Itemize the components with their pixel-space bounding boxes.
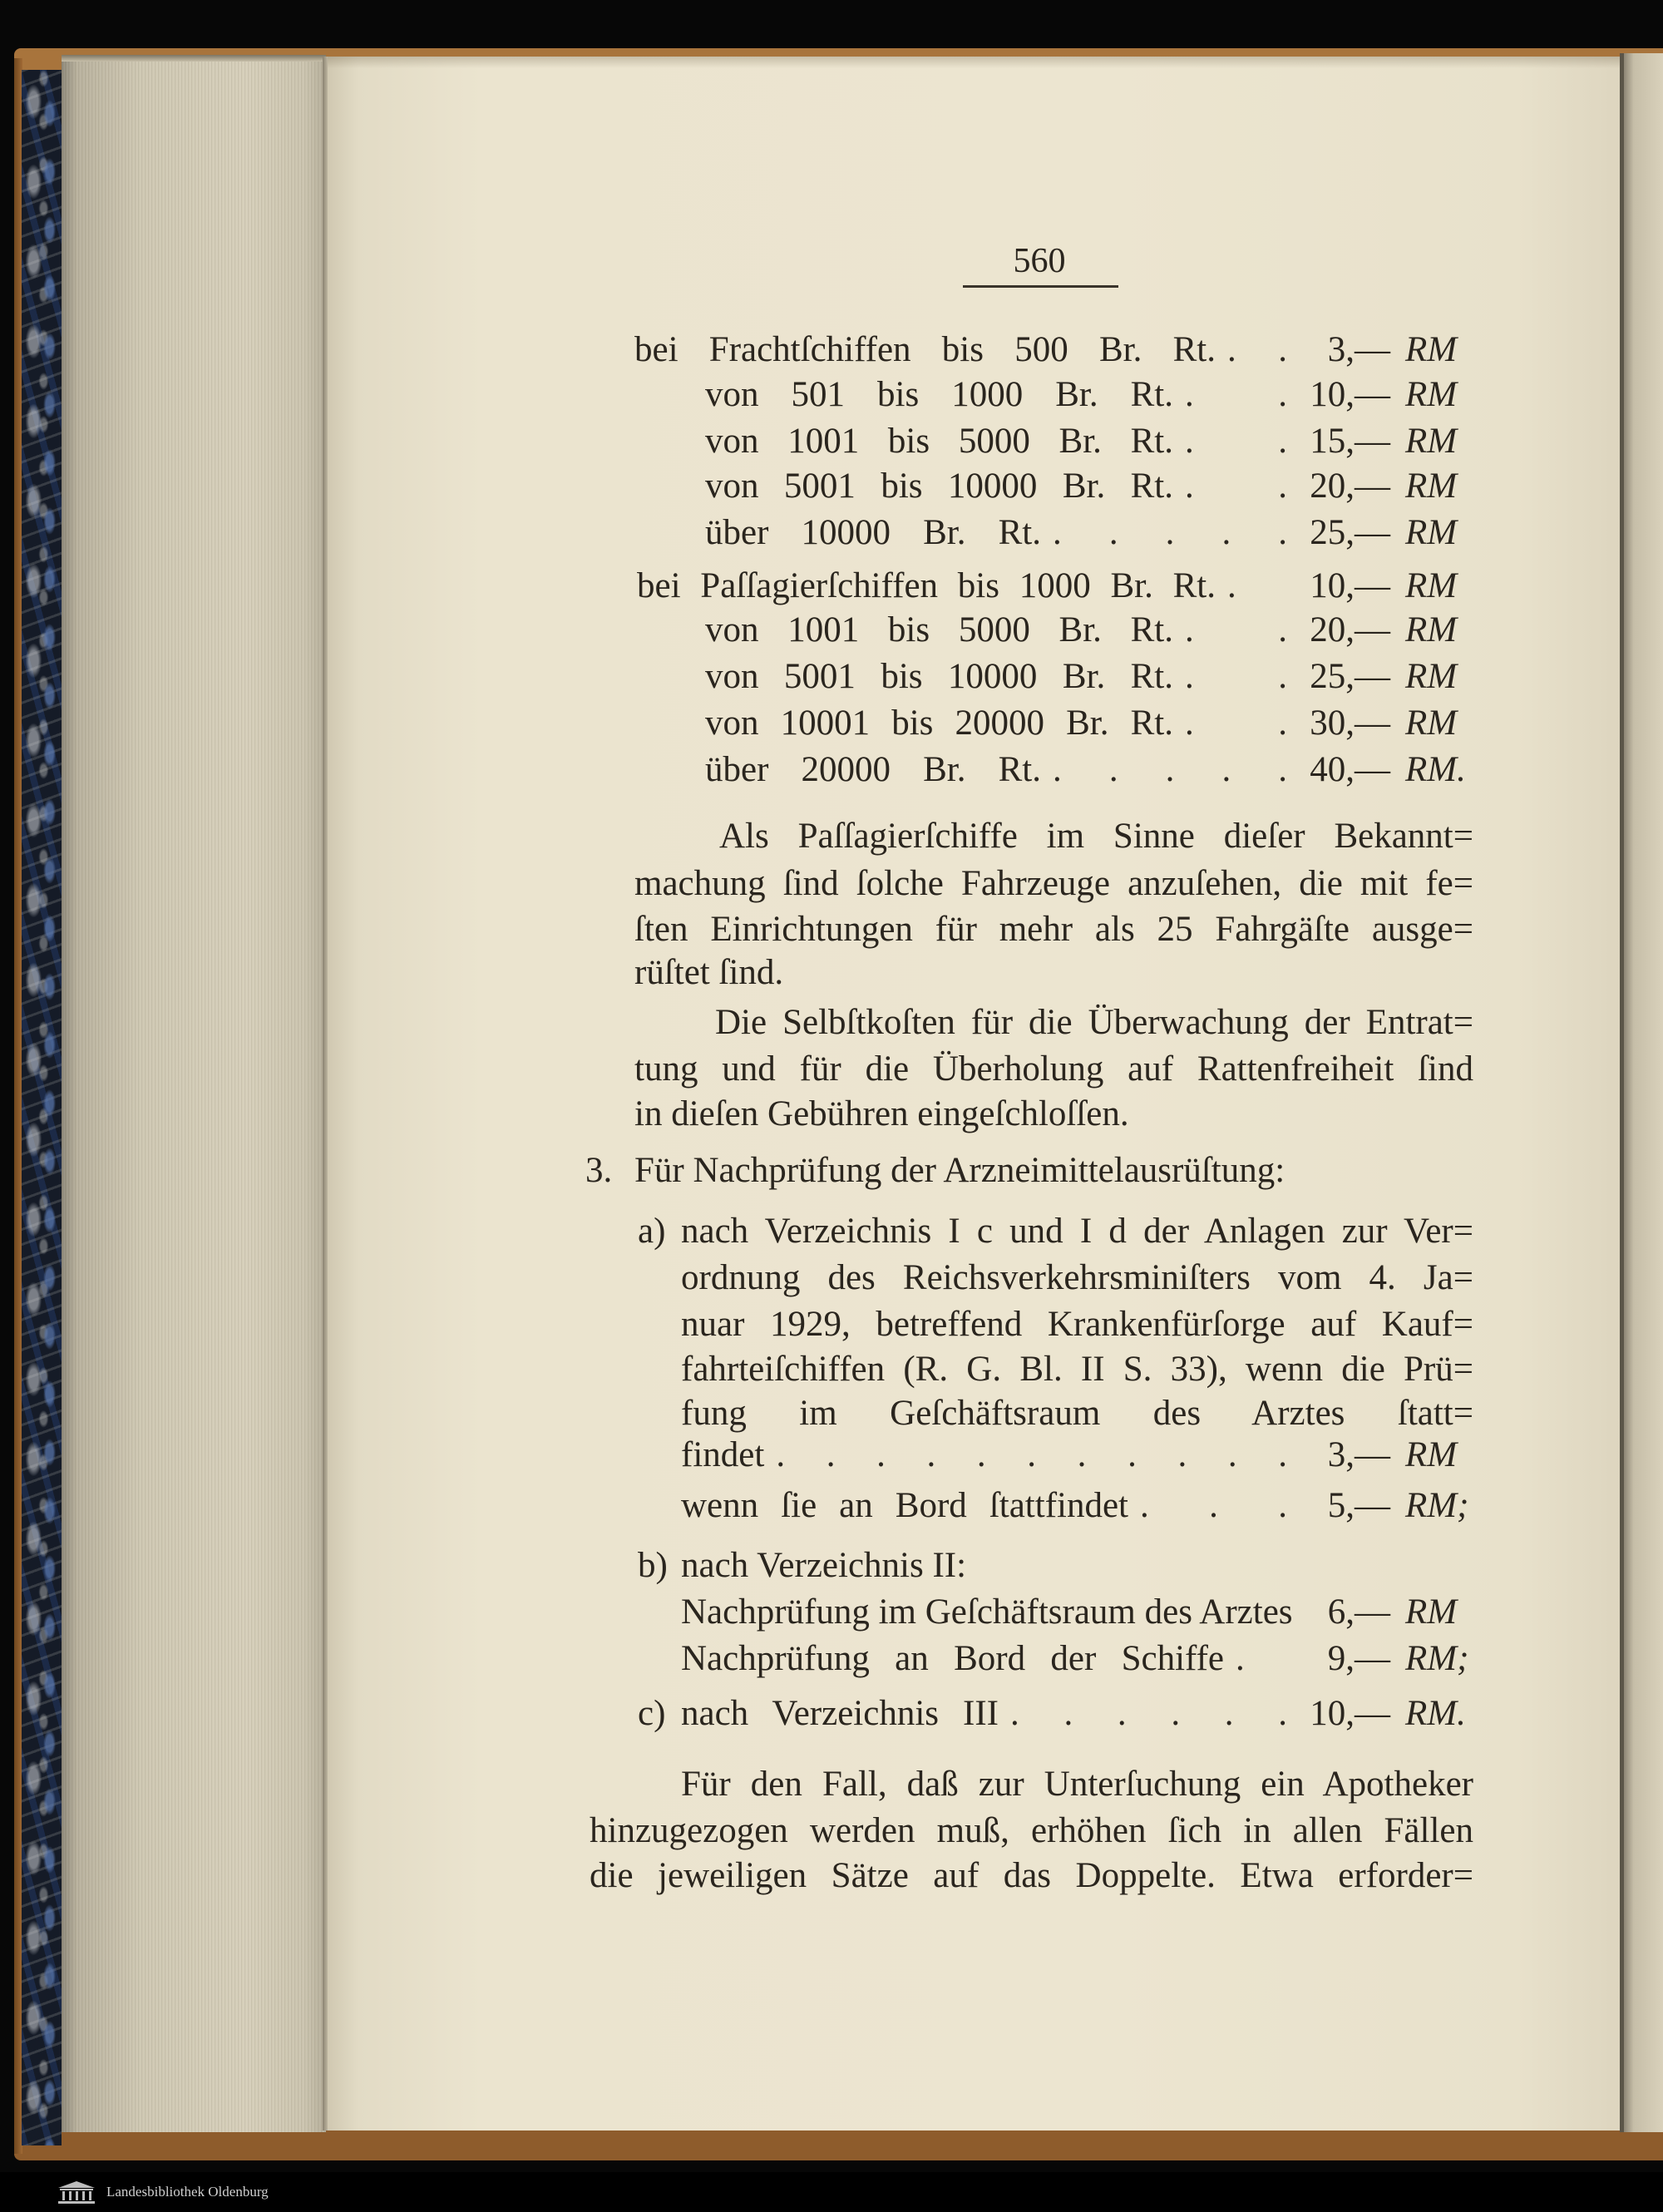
tariff-label: von 1001 bis 5000 Br. Rt. — [705, 610, 1173, 649]
text-line: machung ſind ſolche Fahrzeuge anzuſehen, die mit fe= — [634, 864, 1473, 903]
tariff-leader: . . . . . — [1053, 513, 1287, 552]
tariff-label: bei Paſſagierſchiffen bis 1000 Br. Rt. — [637, 566, 1216, 605]
tariff-leader: . . — [1185, 610, 1287, 649]
tariff-amount: 3,— — [1327, 1435, 1390, 1474]
tariff-amount: 5,— — [1327, 1486, 1390, 1525]
text-line: ordnung des Reichsverkehrsminiſters vom 4. Ja= — [681, 1258, 1473, 1297]
tariff-amount: 6,— — [1327, 1592, 1390, 1632]
text-line: nach Verzeichnis I c und I d der Anlagen zur Ver= — [681, 1212, 1473, 1251]
marbled-edge — [22, 70, 62, 2145]
text-line: nuar 1929, betreffend Krankenfürſorge auf Kauf= — [681, 1305, 1473, 1344]
page-number-rule — [963, 285, 1118, 288]
page-top-shadow — [326, 57, 1621, 68]
tariff-label: nach Verzeichnis III — [681, 1694, 999, 1733]
tariff-row-freight — [705, 463, 1473, 510]
tariff-unit: RM. — [1405, 1694, 1466, 1733]
tariff-row-passenger — [705, 747, 1473, 793]
text-line: nach Verzeichnis II: — [681, 1546, 967, 1585]
tariff-label: Nachprüfung an Bord der Schiffe — [681, 1639, 1224, 1678]
tariff-leader: . . — [1185, 422, 1287, 461]
tariff-label: von 5001 bis 10000 Br. Rt. — [705, 467, 1173, 506]
tariff-unit: RM — [1405, 704, 1458, 743]
text-line: fung im Geſchäftsraum des Arztes ſtatt= — [681, 1394, 1473, 1433]
text-line: tung und für die Überholung auf Rattenfreiheit ſind — [634, 1049, 1473, 1089]
page-number: 560 — [1013, 242, 1066, 280]
page-stack-top — [62, 55, 326, 62]
text-line: Die Selbſtkoſten für die Überwachung der Entrat= — [715, 1003, 1473, 1042]
tariff-amount: 20,— — [1310, 467, 1390, 506]
tariff-leader: . . — [1185, 375, 1287, 414]
tariff-unit: RM — [1405, 657, 1458, 696]
tariff-amount: 20,— — [1310, 610, 1390, 649]
tariff-leader: . — [1236, 1639, 1245, 1678]
tariff-amount: 3,— — [1327, 330, 1390, 369]
text-line: rüſtet ſind. — [634, 953, 784, 992]
tariff-row-freight — [705, 372, 1473, 418]
tariff-unit: RM — [1405, 330, 1458, 369]
tariff-amount: 10,— — [1310, 566, 1390, 605]
tariff-row-freight — [634, 327, 1473, 373]
tariff-leader: . — [1227, 566, 1236, 605]
section-heading: Für Nachprüfung der Arzneimittelausrüſtung: — [634, 1151, 1285, 1190]
tariff-label: über 20000 Br. Rt. — [705, 750, 1041, 789]
tariff-unit: RM — [1405, 610, 1458, 649]
tariff-amount: 25,— — [1310, 657, 1390, 696]
tariff-unit: RM; — [1405, 1486, 1469, 1525]
tariff-label: über 10000 Br. Rt. — [705, 513, 1041, 552]
library-building-icon — [55, 2180, 98, 2205]
tariff-leader: . . . . . — [1053, 750, 1287, 789]
tariff-row — [681, 1483, 1473, 1529]
page-stack-edges — [62, 57, 326, 2132]
tariff-label: wenn ſie an Bord ſtattfindet — [681, 1486, 1128, 1525]
list-marker: b) — [638, 1546, 668, 1585]
page-gutter — [323, 57, 328, 2131]
tariff-row-passenger — [705, 654, 1473, 700]
tariff-unit: RM — [1405, 513, 1458, 552]
tariff-unit: RM — [1405, 422, 1458, 461]
text-line: ſten Einrichtungen für mehr als 25 Fahrgäſte ausge= — [634, 910, 1473, 949]
tariff-leader: . . — [1185, 467, 1287, 506]
tariff-amount: 9,— — [1327, 1639, 1390, 1678]
tariff-row-passenger — [705, 607, 1473, 654]
tariff-label: findet — [681, 1435, 765, 1474]
tariff-leader: . . . . . . . . . . . — [776, 1435, 1287, 1474]
tariff-label: von 5001 bis 10000 Br. Rt. — [705, 657, 1173, 696]
tariff-label: von 501 bis 1000 Br. Rt. — [705, 375, 1173, 414]
text-line: fahrteiſchiffen (R. G. Bl. II S. 33), wenn die Prü= — [681, 1350, 1473, 1389]
tariff-amount: 10,— — [1310, 1694, 1390, 1733]
tariff-row — [681, 1589, 1473, 1636]
tariff-unit: RM — [1405, 566, 1458, 605]
list-number: 3. — [585, 1151, 613, 1190]
tariff-unit: RM — [1405, 1592, 1458, 1632]
text-line: Für den Fall, daß zur Unterſuchung ein Apotheker — [681, 1765, 1473, 1804]
tariff-row — [681, 1636, 1473, 1682]
tariff-leader: . . . — [1140, 1486, 1287, 1525]
tariff-amount: 15,— — [1310, 422, 1390, 461]
tariff-unit: RM. — [1405, 750, 1466, 789]
tariff-row-freight — [705, 418, 1473, 465]
tariff-row — [681, 1432, 1473, 1479]
tariff-row-passenger — [705, 700, 1473, 747]
text-line: die jeweiligen Sätze auf das Doppelte. Etwa erforder= — [590, 1856, 1473, 1895]
next-page-edge — [1624, 53, 1663, 2132]
text-line: hinzugezogen werden muß, erhöhen ſich in allen Fällen — [590, 1811, 1473, 1850]
text-line: in dieſen Gebühren eingeſchloſſen. — [634, 1094, 1129, 1133]
tariff-row-freight — [705, 510, 1473, 556]
tariff-amount: 40,— — [1310, 750, 1390, 789]
tariff-label: bei Frachtſchiffen bis 500 Br. Rt. — [634, 330, 1216, 369]
tariff-label: Nachprüfung im Geſchäftsraum des Arztes — [681, 1592, 1293, 1632]
tariff-unit: RM — [1405, 375, 1458, 414]
tariff-leader: . . — [1185, 704, 1287, 743]
list-marker: c) — [638, 1694, 666, 1733]
tariff-unit: RM — [1405, 1435, 1458, 1474]
tariff-amount: 30,— — [1310, 704, 1390, 743]
tariff-leader: . . . . . . — [1010, 1694, 1287, 1733]
library-name: Landesbibliothek Oldenburg — [106, 2184, 269, 2200]
tariff-leader: . . — [1227, 330, 1287, 369]
tariff-leader: . . — [1185, 657, 1287, 696]
tariff-amount: 10,— — [1310, 375, 1390, 414]
text-line: Als Paſſagierſchiffe im Sinne dieſer Bekannt= — [719, 817, 1473, 856]
tariff-label: von 1001 bis 5000 Br. Rt. — [705, 422, 1173, 461]
tariff-row-passenger — [637, 563, 1473, 610]
tariff-amount: 25,— — [1310, 513, 1390, 552]
tariff-unit: RM — [1405, 467, 1458, 506]
list-marker: a) — [638, 1212, 666, 1251]
tariff-label: von 10001 bis 20000 Br. Rt. — [705, 704, 1173, 743]
tariff-unit: RM; — [1405, 1639, 1469, 1678]
tariff-row — [681, 1691, 1473, 1737]
